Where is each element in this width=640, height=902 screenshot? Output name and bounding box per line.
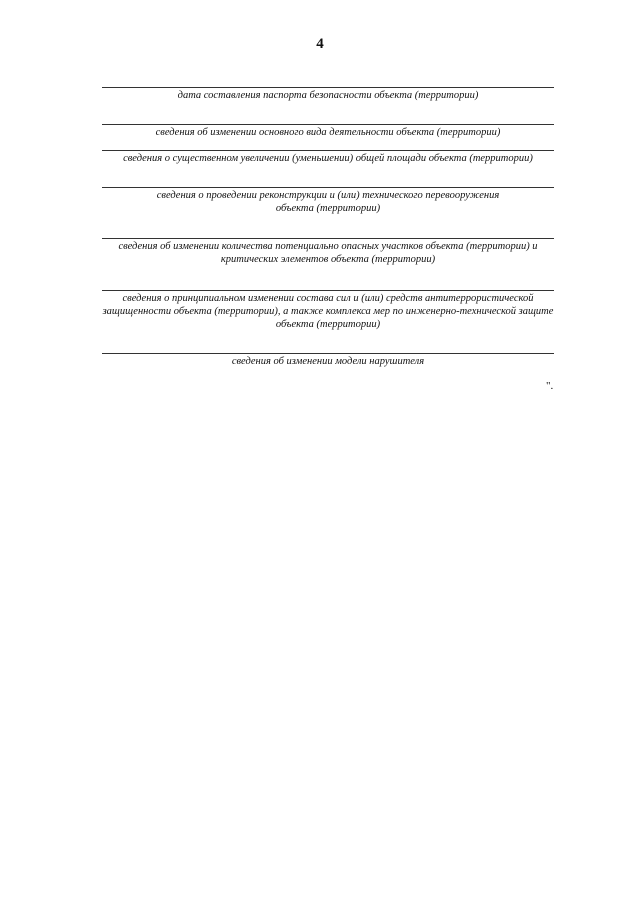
closing-quote: ".: [546, 380, 554, 392]
fill-in-line: [102, 187, 554, 188]
field-caption: сведения о принципиальном изменении состава сил и (или) средств антитеррористической защищенности объекта (территории), а также комплекса мер по инженерно-технической защите объекта (территории): [102, 293, 554, 330]
field-caption: сведения об изменении количества потенциально опасных участков объекта (территории) и критических элементов объекта (территории): [118, 241, 538, 265]
field-activity-change: [102, 124, 554, 139]
field-caption: сведения о существенном увеличении (уменьшении) общей площади объекта (территории): [123, 153, 533, 164]
field-caption: сведения об изменении модели нарушителя: [231, 356, 425, 367]
fill-in-line: [102, 353, 554, 354]
field-hazardous-sites: [102, 238, 554, 266]
field-reconstruction: [102, 187, 554, 215]
fill-in-line: [102, 290, 554, 291]
page-number: 4: [316, 36, 324, 52]
field-caption: сведения о проведении реконструкции и (или) технического перевооружения объекта (территории): [156, 190, 500, 214]
field-forces-change: [102, 290, 554, 331]
field-passport-date: [102, 87, 554, 102]
fill-in-line: [102, 124, 554, 125]
field-caption: дата составления паспорта безопасности объекта (территории): [177, 90, 479, 101]
fill-in-line: [102, 238, 554, 239]
field-caption: сведения об изменении основного вида деятельности объекта (территории): [155, 127, 501, 138]
fill-in-line: [102, 87, 554, 88]
field-intruder-model: [102, 353, 554, 368]
fill-in-line: [102, 150, 554, 151]
field-area-change: [102, 150, 554, 165]
